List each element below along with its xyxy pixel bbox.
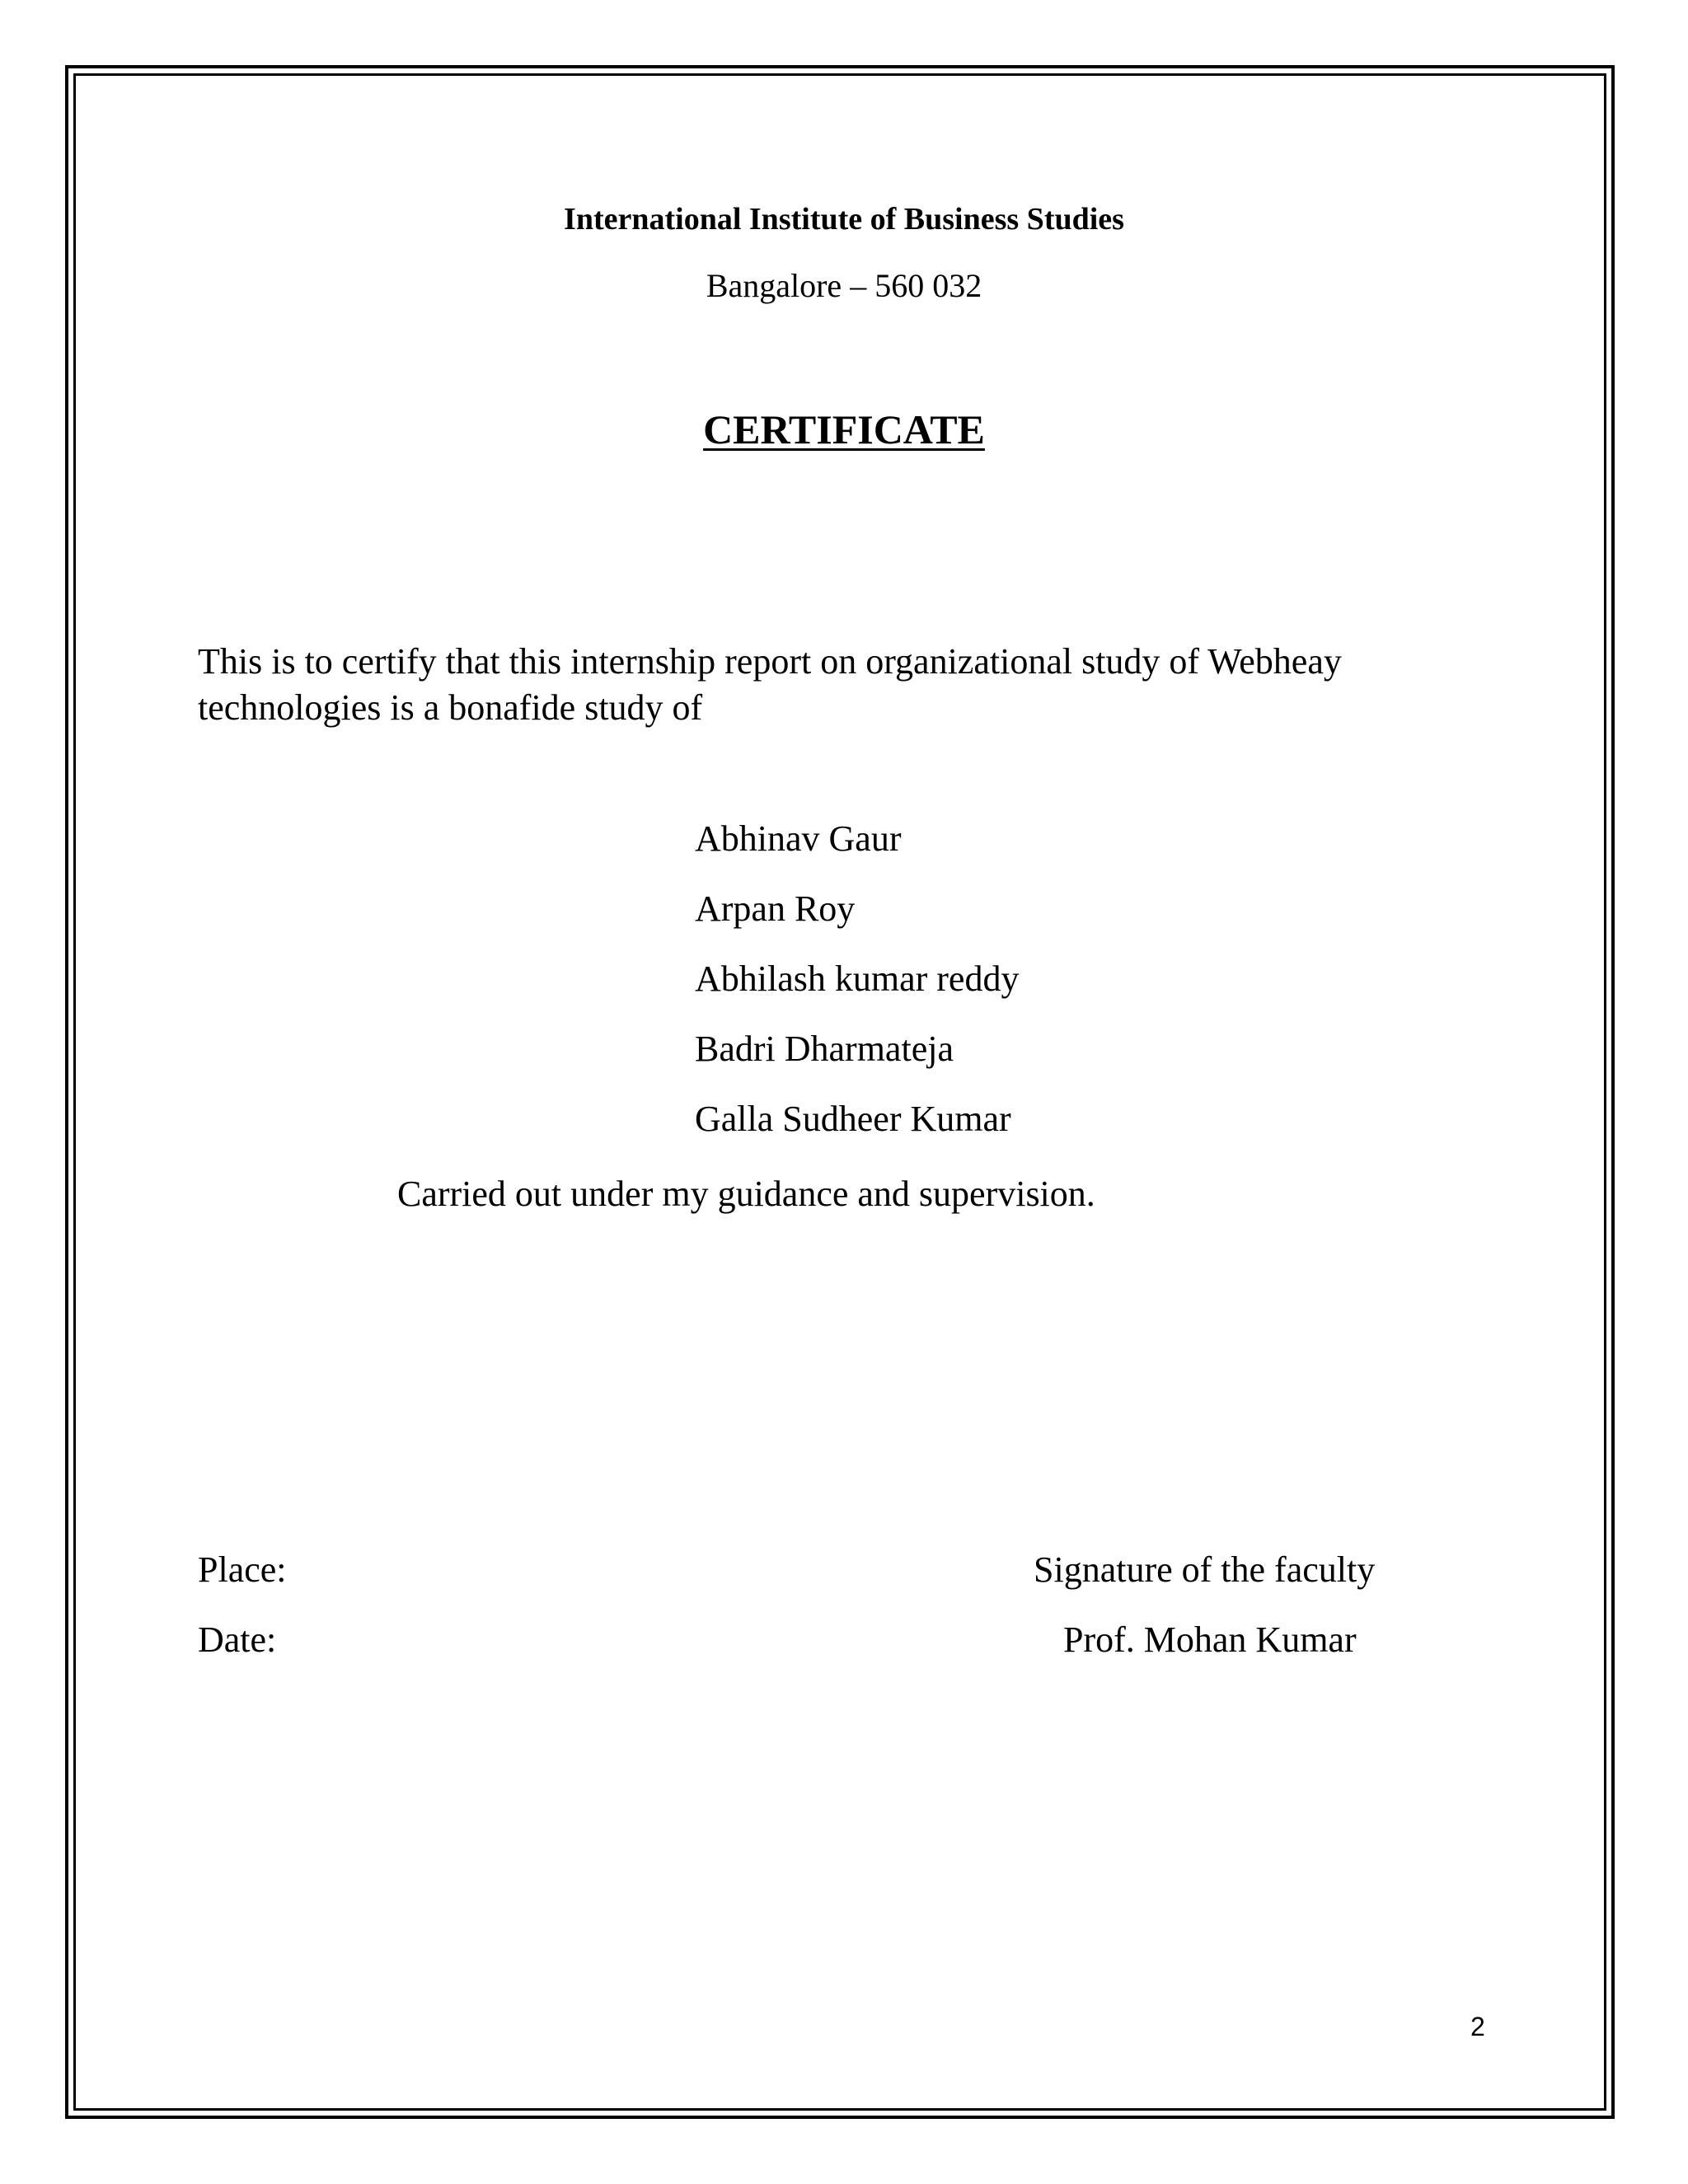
faculty-name: Prof. Mohan Kumar [1063,1619,1357,1660]
page-border-inner [73,73,1606,2111]
student-name: Arpan Roy [695,888,856,929]
place-label: Place: [198,1549,287,1590]
institute-name: International Institute of Business Studies [564,202,1124,237]
student-name: Abhilash kumar reddy [695,958,1020,999]
date-label: Date: [198,1619,277,1660]
student-name: Abhinav Gaur [695,818,902,859]
signature-label: Signature of the faculty [1034,1549,1376,1590]
certify-paragraph: This is to certify that this internship report on organizational study of Webheay technologies is a bonafide study of [198,641,1342,728]
institute-address: Bangalore – 560 032 [706,267,982,304]
page-number: 2 [1470,2012,1485,2041]
certificate-title: CERTIFICATE [703,406,985,452]
student-name: Galla Sudheer Kumar [695,1099,1011,1139]
supervision-statement: Carried out under my guidance and supervision. [397,1174,1095,1214]
student-name: Badri Dharmateja [695,1029,954,1069]
